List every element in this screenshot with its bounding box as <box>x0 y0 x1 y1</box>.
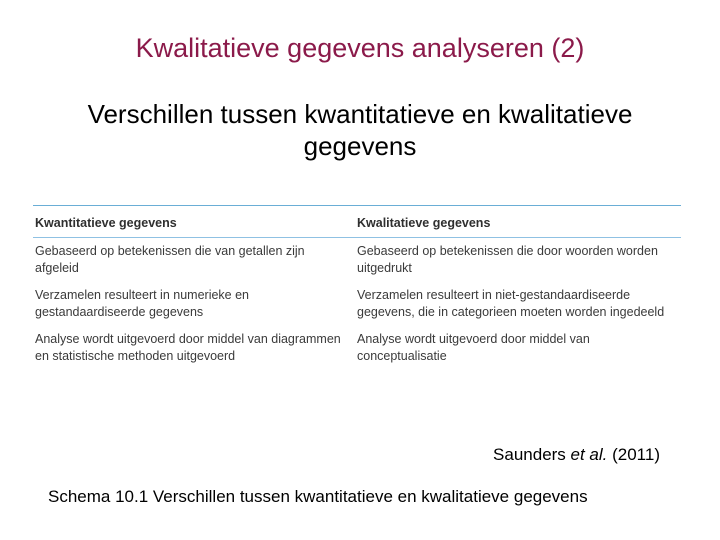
comparison-table <box>33 205 681 371</box>
table-header-row <box>33 206 681 237</box>
cell-quantitative-2: Verzamelen resulteert in numerieke en gestandaardiseerde gegevens <box>35 288 250 319</box>
citation-year: (2011) <box>607 445 660 464</box>
header-qualitative: Kwalitatieve gegevens <box>357 216 491 230</box>
cell-quantitative-1: Gebaseerd op betekenissen die van getallen zijn afgeleid <box>35 244 305 275</box>
citation-author: Saunders <box>493 445 571 464</box>
cell-quantitative-3: Analyse wordt uitgevoerd door middel van diagrammen en statistische methoden uitgevoerd <box>35 332 341 363</box>
source-citation <box>493 444 660 466</box>
figure-caption: Schema 10.1 Verschillen tussen kwantitatieve en kwalitatieve gegevens <box>48 487 588 506</box>
slide-subtitle: Verschillen tussen kwantitatieve en kwalitatieve gegevens <box>87 99 633 161</box>
slide-title: Kwalitatieve gegevens analyseren (2) <box>135 33 585 63</box>
cell-qualitative-3: Analyse wordt uitgevoerd door middel van conceptualisatie <box>357 332 590 363</box>
table-row <box>33 238 681 283</box>
header-quantitative: Kwantitatieve gegevens <box>35 216 177 230</box>
cell-qualitative-1: Gebaseerd op betekenissen die door woorden worden uitgedrukt <box>357 244 658 275</box>
table-row <box>33 327 681 371</box>
cell-qualitative-2: Verzamelen resulteert in niet-gestandaardiseerde gegevens, die in categorieen moeten worden ingedeeld <box>357 288 665 319</box>
citation-etal: et al. <box>570 445 608 464</box>
table-row <box>33 283 681 327</box>
